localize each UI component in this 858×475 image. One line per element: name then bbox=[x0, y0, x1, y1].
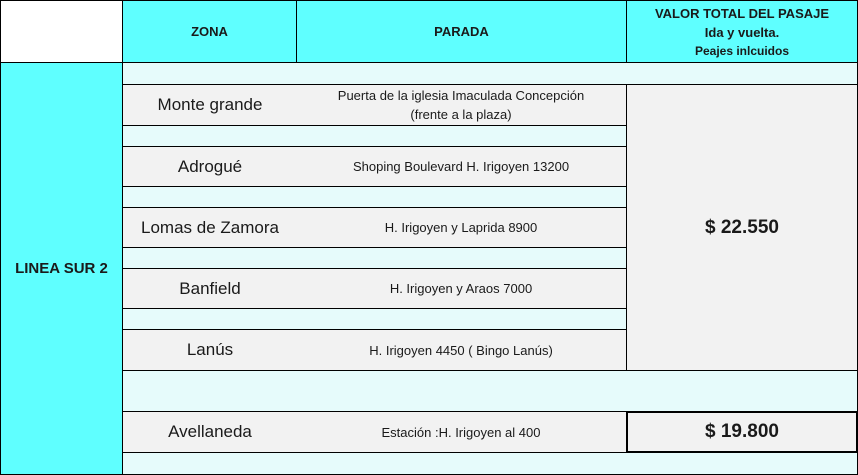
spacer-row bbox=[122, 186, 627, 208]
header-zona bbox=[122, 0, 297, 63]
zone-lomas-de-zamora bbox=[122, 207, 297, 248]
zone-label: Adrogué bbox=[177, 156, 243, 176]
stop-banfield bbox=[296, 268, 627, 309]
zone-label: Lomas de Zamora bbox=[141, 217, 279, 237]
price-avellaneda bbox=[626, 411, 858, 453]
zone-label: Lanús bbox=[186, 340, 234, 359]
corner-cell bbox=[0, 0, 123, 63]
stop-monte-grande bbox=[296, 84, 627, 126]
stop-lomas-de-zamora bbox=[296, 207, 627, 248]
line-name: LINEA SUR 2 bbox=[15, 260, 108, 277]
price-label: $ 19.800 bbox=[705, 421, 779, 442]
stop-label: Shoping Boulevard H. Irigoyen 13200 bbox=[352, 159, 570, 174]
stop-label: H. Irigoyen y Laprida 8900 bbox=[384, 220, 538, 235]
zone-avellaneda bbox=[122, 411, 297, 453]
spacer-row bbox=[122, 452, 858, 475]
zone-adrogue bbox=[122, 146, 297, 187]
line-name-cell bbox=[0, 62, 123, 475]
header-parada bbox=[296, 0, 627, 63]
zone-label: Banfield bbox=[179, 278, 241, 298]
spacer-row bbox=[122, 125, 627, 147]
spacer-row bbox=[122, 247, 627, 269]
zone-monte-grande bbox=[122, 84, 297, 126]
stop-avellaneda bbox=[296, 411, 627, 453]
spacer-row bbox=[122, 308, 627, 330]
price-label: $ 22.550 bbox=[705, 216, 779, 238]
zone-lanus bbox=[122, 329, 297, 371]
header-valor-line2: Ida y vuelta. bbox=[704, 24, 780, 40]
zone-label: Monte grande bbox=[157, 95, 263, 114]
zone-label: Avellaneda bbox=[168, 422, 252, 441]
spacer-row-wide bbox=[122, 370, 858, 412]
spacer-row bbox=[122, 62, 858, 85]
stop-adrogue bbox=[296, 146, 627, 187]
stop-label-line2: (frente a la plaza) bbox=[410, 107, 512, 122]
stop-label-line1: Puerta de la iglesia Imaculada Concepción bbox=[337, 88, 585, 103]
stop-label: Estación :H. Irigoyen al 400 bbox=[381, 424, 541, 440]
zone-banfield bbox=[122, 268, 297, 309]
header-valor-line1: VALOR TOTAL DEL PASAJE bbox=[654, 5, 830, 21]
header-valor-line3: Peajes inlcuidos bbox=[694, 43, 790, 58]
stop-label: H. Irigoyen 4450 ( Bingo Lanús) bbox=[369, 342, 553, 358]
stop-label: H. Irigoyen y Araos 7000 bbox=[389, 281, 533, 296]
stop-lanus bbox=[296, 329, 627, 371]
header-parada-label: PARADA bbox=[434, 24, 489, 39]
header-valor bbox=[626, 0, 858, 63]
price-main-group bbox=[626, 84, 858, 371]
header-zona-label: ZONA bbox=[191, 24, 228, 39]
